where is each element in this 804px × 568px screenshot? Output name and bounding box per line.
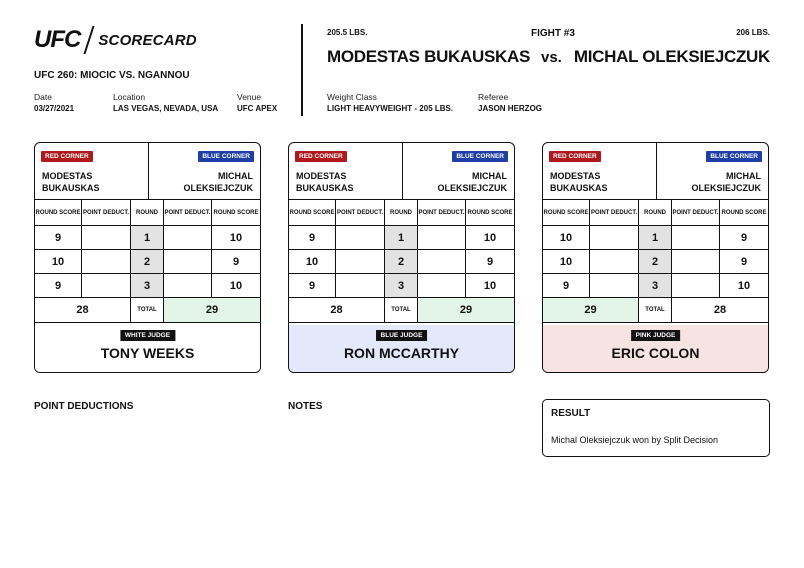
total-row bbox=[289, 298, 514, 323]
round-score-header: ROUND SCORE bbox=[289, 200, 336, 225]
red-corner-badge: RED CORNER bbox=[41, 151, 93, 162]
score-grid bbox=[543, 200, 768, 323]
round-number: 3 bbox=[385, 274, 418, 297]
referee-label: Referee bbox=[478, 92, 509, 102]
round-number: 3 bbox=[131, 274, 164, 297]
round-row bbox=[543, 226, 768, 250]
blue-round-score: 10 bbox=[737, 279, 751, 292]
round-number: 3 bbox=[639, 274, 672, 297]
round-header: ROUND bbox=[639, 200, 672, 225]
red-round-score: 10 bbox=[543, 226, 590, 249]
red-point-deduct bbox=[336, 226, 385, 249]
point-deductions-title: POINT DEDUCTIONS bbox=[34, 401, 134, 412]
venue-value: UFC APEX bbox=[237, 104, 278, 113]
blue-total: 28 bbox=[713, 304, 727, 316]
referee-value: JASON HERZOG bbox=[478, 104, 543, 113]
blue-fighter bbox=[437, 170, 507, 194]
blue-weight: 206 LBS. bbox=[736, 28, 770, 37]
red-first-name: MODESTAS bbox=[42, 171, 93, 181]
corner-divider bbox=[148, 143, 149, 200]
judge-name: RON MCCARTHY bbox=[343, 345, 460, 361]
round-number: 1 bbox=[131, 226, 164, 249]
blue-fighter bbox=[183, 170, 253, 194]
judge-area bbox=[543, 325, 768, 373]
location-value: LAS VEGAS, NEVADA, USA bbox=[113, 104, 219, 113]
round-row bbox=[543, 274, 768, 298]
blue-fighter bbox=[691, 170, 761, 194]
blue-round-score: 9 bbox=[740, 255, 748, 268]
judge-badge: WHITE JUDGE bbox=[120, 330, 175, 341]
blue-fighter-name: MICHAL OLEKSIEJCZUK bbox=[573, 47, 770, 66]
round-row bbox=[543, 250, 768, 274]
blue-corner-badge: BLUE CORNER bbox=[706, 151, 762, 162]
point-deduct-header: POINT DEDUCT. bbox=[590, 200, 639, 225]
blue-round-score: 10 bbox=[483, 279, 497, 292]
red-last-name: BUKAUSKAS bbox=[42, 183, 100, 193]
blue-point-deduct bbox=[164, 250, 212, 273]
point-deduct-header: POINT DEDUCT. bbox=[82, 200, 131, 225]
judge-area bbox=[289, 325, 514, 373]
corner-divider bbox=[656, 143, 657, 200]
blue-first-name: MICHAL bbox=[218, 171, 253, 181]
ufc-logo bbox=[34, 26, 197, 54]
red-fighter bbox=[42, 170, 100, 194]
red-last-name: BUKAUSKAS bbox=[296, 183, 354, 193]
blue-point-deduct bbox=[164, 274, 212, 297]
red-point-deduct bbox=[82, 274, 131, 297]
blue-round-score: 10 bbox=[229, 279, 243, 292]
round-number: 1 bbox=[385, 226, 418, 249]
red-fighter bbox=[296, 170, 354, 194]
red-corner-badge: RED CORNER bbox=[295, 151, 347, 162]
round-number: 2 bbox=[131, 250, 164, 273]
venue-label: Venue bbox=[237, 92, 262, 102]
score-header-row bbox=[35, 200, 260, 226]
total-row bbox=[35, 298, 260, 323]
red-total: 28 bbox=[35, 298, 131, 322]
round-score-header: ROUND SCORE bbox=[721, 209, 767, 216]
red-last-name: BUKAUSKAS bbox=[550, 183, 608, 193]
blue-corner-badge: BLUE CORNER bbox=[452, 151, 508, 162]
total-label: TOTAL bbox=[639, 298, 672, 322]
judge-scorecard bbox=[34, 142, 261, 373]
total-row bbox=[543, 298, 768, 323]
score-grid bbox=[35, 200, 260, 323]
result-text: Michal Oleksiejczuk won by Split Decision bbox=[551, 435, 719, 445]
round-row bbox=[35, 226, 260, 250]
total-label: TOTAL bbox=[385, 298, 418, 322]
red-point-deduct bbox=[590, 226, 639, 249]
blue-round-score: 10 bbox=[483, 231, 497, 244]
round-number: 1 bbox=[639, 226, 672, 249]
red-round-score: 10 bbox=[543, 250, 590, 273]
weight-class-value: LIGHT HEAVYWEIGHT - 205 LBS. bbox=[327, 104, 454, 113]
red-point-deduct bbox=[82, 250, 131, 273]
red-corner-badge: RED CORNER bbox=[549, 151, 601, 162]
red-first-name: MODESTAS bbox=[550, 171, 601, 181]
score-grid bbox=[289, 200, 514, 323]
red-round-score: 10 bbox=[35, 250, 82, 273]
corners-header bbox=[543, 143, 768, 200]
red-point-deduct bbox=[590, 274, 639, 297]
blue-last-name: OLEKSIEJCZUK bbox=[183, 183, 253, 193]
red-round-score: 10 bbox=[289, 250, 336, 273]
notes-title: NOTES bbox=[288, 401, 323, 412]
blue-point-deduct bbox=[418, 226, 466, 249]
blue-point-deduct bbox=[672, 226, 720, 249]
location-label: Location bbox=[113, 92, 146, 102]
blue-first-name: MICHAL bbox=[472, 171, 507, 181]
red-first-name: MODESTAS bbox=[296, 171, 347, 181]
round-score-header: ROUND SCORE bbox=[35, 200, 82, 225]
round-header: ROUND bbox=[385, 200, 418, 225]
blue-total: 29 bbox=[418, 298, 514, 322]
blue-round-score: 9 bbox=[740, 231, 748, 244]
red-round-score: 9 bbox=[543, 274, 590, 297]
round-row bbox=[289, 274, 514, 298]
point-deduct-header: POINT DEDUCT. bbox=[418, 200, 466, 225]
round-score-header: ROUND SCORE bbox=[467, 209, 513, 216]
date-label: Date bbox=[34, 92, 52, 102]
fight-number: FIGHT #3 bbox=[531, 28, 575, 39]
round-number: 2 bbox=[639, 250, 672, 273]
blue-point-deduct bbox=[672, 250, 720, 273]
blue-point-deduct bbox=[164, 226, 212, 249]
round-row bbox=[35, 250, 260, 274]
date-value: 03/27/2021 bbox=[34, 104, 75, 113]
red-fighter bbox=[550, 170, 608, 194]
blue-first-name: MICHAL bbox=[726, 171, 761, 181]
red-point-deduct bbox=[336, 274, 385, 297]
round-row bbox=[289, 250, 514, 274]
doc-title: SCORECARD bbox=[98, 31, 197, 49]
round-number: 2 bbox=[385, 250, 418, 273]
judge-area bbox=[35, 325, 260, 373]
blue-point-deduct bbox=[418, 250, 466, 273]
judge-name: ERIC COLON bbox=[611, 345, 700, 361]
blue-round-score: 10 bbox=[229, 231, 243, 244]
red-round-score: 9 bbox=[289, 226, 336, 249]
round-header: ROUND bbox=[131, 200, 164, 225]
ufc-wordmark: UFC bbox=[34, 26, 81, 53]
blue-point-deduct bbox=[672, 274, 720, 297]
blue-corner-badge: BLUE CORNER bbox=[198, 151, 254, 162]
result-title: RESULT bbox=[551, 408, 591, 419]
score-header-row bbox=[543, 200, 768, 226]
round-row bbox=[35, 274, 260, 298]
header-divider bbox=[301, 24, 303, 116]
red-round-score: 9 bbox=[35, 226, 82, 249]
score-header-row bbox=[289, 200, 514, 226]
judge-badge: BLUE JUDGE bbox=[376, 330, 428, 341]
logo-divider bbox=[84, 26, 95, 54]
red-point-deduct bbox=[336, 250, 385, 273]
judge-name: TONY WEEKS bbox=[100, 345, 195, 361]
judge-scorecard bbox=[542, 142, 769, 373]
corners-header bbox=[289, 143, 514, 200]
total-label: TOTAL bbox=[131, 298, 164, 322]
round-score-header: ROUND SCORE bbox=[543, 200, 590, 225]
result-box bbox=[542, 399, 770, 457]
blue-round-score: 9 bbox=[232, 255, 240, 268]
blue-last-name: OLEKSIEJCZUK bbox=[691, 183, 761, 193]
blue-last-name: OLEKSIEJCZUK bbox=[437, 183, 507, 193]
red-point-deduct bbox=[590, 250, 639, 273]
round-row bbox=[289, 226, 514, 250]
judge-scorecard bbox=[288, 142, 515, 373]
point-deduct-header: POINT DEDUCT. bbox=[672, 200, 720, 225]
event-name: UFC 260: MIOCIC VS. NGANNOU bbox=[34, 70, 190, 81]
blue-total: 29 bbox=[164, 298, 260, 322]
red-fighter-name: MODESTAS BUKAUSKAS bbox=[327, 47, 531, 66]
red-round-score: 9 bbox=[35, 274, 82, 297]
red-weight: 205.5 LBS. bbox=[327, 28, 368, 37]
round-score-header: ROUND SCORE bbox=[213, 209, 259, 216]
red-total: 29 bbox=[543, 298, 639, 322]
judge-badge: PINK JUDGE bbox=[631, 330, 681, 341]
red-point-deduct bbox=[82, 226, 131, 249]
blue-round-score: 9 bbox=[486, 255, 494, 268]
vs-label: vs. bbox=[541, 49, 562, 66]
weight-class-label: Weight Class bbox=[327, 92, 377, 102]
red-round-score: 9 bbox=[289, 274, 336, 297]
point-deduct-header: POINT DEDUCT. bbox=[164, 200, 212, 225]
corners-header bbox=[35, 143, 260, 200]
point-deduct-header: POINT DEDUCT. bbox=[336, 200, 385, 225]
corner-divider bbox=[402, 143, 403, 200]
red-total: 28 bbox=[289, 298, 385, 322]
blue-point-deduct bbox=[418, 274, 466, 297]
